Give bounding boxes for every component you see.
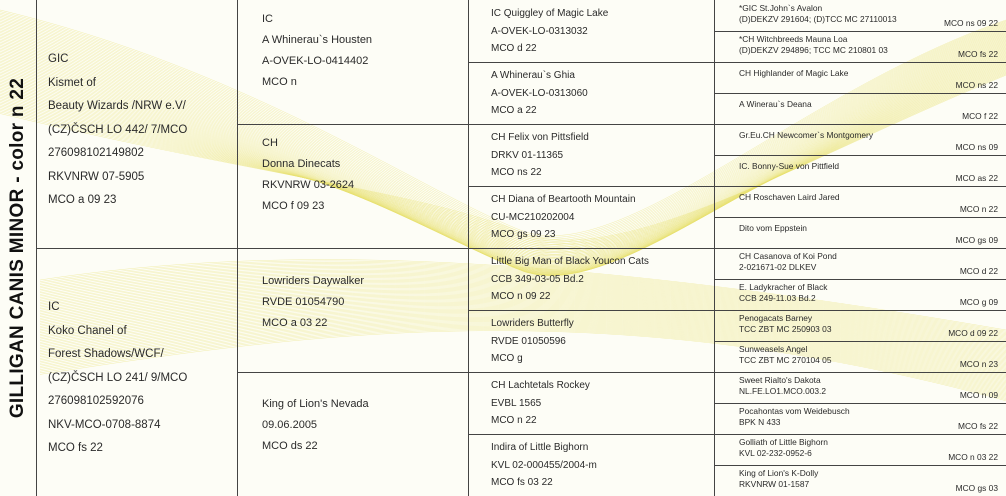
great-grandparent-cell bbox=[491, 377, 711, 433]
cat-info-line: IC bbox=[262, 13, 273, 25]
cat-info-line: NKV-MCO-0708-8874 bbox=[48, 418, 161, 431]
color-code: MCO n 23 bbox=[959, 359, 998, 369]
side-title-band bbox=[0, 0, 36, 496]
cat-info-line: DRKV 01-11365 bbox=[491, 149, 564, 161]
color-code: MCO as 22 bbox=[955, 173, 998, 183]
cat-info-line: CH Lachtetals Rockey bbox=[491, 380, 590, 391]
color-code: MCO n 22 bbox=[959, 204, 998, 214]
cat-info-line: 276098102149802 bbox=[48, 147, 144, 159]
great-great-grandparent-cell bbox=[739, 375, 1004, 402]
divider bbox=[714, 403, 1006, 404]
color-code: MCO f 22 bbox=[962, 111, 998, 121]
cat-info-line: A Whinerau`s Ghia bbox=[491, 70, 575, 81]
cat-info-line: Donna Dinecats bbox=[262, 158, 341, 170]
great-great-grandparent-cell bbox=[739, 192, 1004, 216]
divider bbox=[714, 279, 1006, 280]
cat-info-line: CH Casanova of Koi Pond bbox=[739, 251, 837, 261]
cat-info-line: MCO a 09 23 bbox=[48, 194, 117, 206]
color-code: MCO gs 09 bbox=[955, 235, 998, 245]
color-code: MCO ns 09 bbox=[955, 142, 998, 152]
cat-info-line: A-OVEK-LO-0313032 bbox=[491, 25, 588, 37]
cat-info-line: CH Highlander of Magic Lake bbox=[739, 68, 849, 78]
cat-info-line: KVL 02-000455/2004-m bbox=[491, 459, 597, 471]
cat-info-line: Golliath of Little Bighorn bbox=[739, 437, 828, 447]
cat-info-line: A-OVEK-LO-0414402 bbox=[262, 55, 369, 67]
cat-info-line: *CH Witchbreeds Mauna Loa bbox=[739, 34, 848, 44]
cat-info-line: Indira of Little Bighorn bbox=[491, 442, 589, 453]
cat-info-line: NL.FE.LO1.MCO.003.2 bbox=[739, 386, 827, 396]
divider bbox=[36, 248, 1006, 249]
color-code: MCO fs 22 bbox=[957, 421, 998, 431]
cat-info-line: King of Lion's K-Dolly bbox=[739, 468, 819, 478]
cat-info-line: CH bbox=[262, 137, 278, 149]
cat-info-line: MCO a 03 22 bbox=[262, 317, 328, 329]
cat-info-line: IC. Bonny-Sue von Pittfield bbox=[739, 161, 840, 171]
cat-info-line: RVDE 01050596 bbox=[491, 335, 566, 347]
cat-info-line: A Whinerau`s Housten bbox=[262, 34, 373, 46]
cat-info-line: EVBL 1565 bbox=[491, 397, 542, 409]
cat-info-line: CH Felix von Pittsfield bbox=[491, 132, 589, 143]
great-great-grandparent-cell bbox=[739, 130, 1004, 154]
great-grandparent-cell bbox=[491, 67, 711, 123]
grandparent-cell bbox=[262, 133, 462, 243]
divider bbox=[714, 465, 1006, 466]
cat-info-line: MCO ds 22 bbox=[262, 440, 318, 452]
cat-info-line: 09.06.2005 bbox=[262, 419, 318, 431]
cat-info-line: MCO n bbox=[262, 76, 297, 88]
color-code: MCO fs 22 bbox=[957, 49, 998, 59]
cat-info-line: (D)DEKZV 294896; TCC MC 210801 03 bbox=[739, 45, 888, 55]
cat-info-line: RKVNRW 01-1587 bbox=[739, 479, 810, 489]
grandparent-cell bbox=[262, 394, 462, 496]
great-grandparent-cell bbox=[491, 439, 711, 495]
cat-info-line: Forest Shadows/WCF/ bbox=[48, 348, 164, 360]
sire-cell bbox=[48, 48, 233, 238]
cat-info-line: MCO g bbox=[491, 353, 523, 364]
divider bbox=[714, 31, 1006, 32]
cat-info-line: RKVNRW 07-5905 bbox=[48, 170, 145, 183]
color-code: MCO n 09 bbox=[959, 390, 998, 400]
great-great-grandparent-cell bbox=[739, 251, 1004, 278]
cat-info-line: CU-MC210202004 bbox=[491, 211, 575, 223]
great-great-grandparent-cell bbox=[739, 223, 1004, 247]
great-grandparent-cell bbox=[491, 129, 711, 185]
cat-info-line: IC Quiggley of Magic Lake bbox=[491, 8, 609, 19]
cat-info-line: TCC ZBT MC 270104 05 bbox=[739, 355, 832, 365]
cat-info-line: CH Diana of Beartooth Mountain bbox=[491, 194, 636, 205]
cat-info-line: Kismet of bbox=[48, 76, 96, 89]
divider bbox=[714, 217, 1006, 218]
color-code: MCO g 09 bbox=[959, 297, 998, 307]
color-code: MCO n 03 22 bbox=[948, 452, 998, 462]
cat-info-line: BPK N 433 bbox=[739, 417, 781, 427]
cat-info-line: Sweet Rialto's Dakota bbox=[739, 375, 821, 385]
cat-info-line: Penogacats Barney bbox=[739, 313, 813, 323]
pedigree-title: GILLIGAN CANIS MINOR - color n 22 bbox=[7, 77, 28, 419]
cat-info-line: Dito vom Eppstein bbox=[739, 223, 807, 233]
cat-info-line: Pocahontas vom Weidebusch bbox=[739, 406, 850, 416]
divider bbox=[468, 186, 1006, 187]
cat-info-line: Lowriders Daywalker bbox=[262, 275, 365, 287]
grandparent-cell bbox=[262, 271, 462, 381]
cat-info-line: Sunweasels Angel bbox=[739, 344, 808, 354]
cat-info-line: (CZ)ČSCH LO 241/ 9/MCO bbox=[48, 371, 188, 384]
cat-info-line: CCB 249-11.03 Bd.2 bbox=[739, 293, 816, 303]
cat-info-line: CCB 349-03-05 Bd.2 bbox=[491, 273, 584, 285]
divider bbox=[237, 124, 1006, 125]
color-code: MCO gs 03 bbox=[955, 483, 998, 493]
cat-info-line: MCO d 22 bbox=[491, 43, 537, 54]
cat-info-line: MCO f 09 23 bbox=[262, 200, 325, 212]
cat-info-line: Little Big Man of Black Youcon Cats bbox=[491, 256, 649, 267]
cat-info-line: RKVNRW 03-2624 bbox=[262, 179, 355, 191]
cat-info-line: *GIC St.John`s Avalon bbox=[739, 3, 823, 13]
divider bbox=[714, 341, 1006, 342]
great-great-grandparent-cell bbox=[739, 313, 1004, 340]
great-grandparent-cell bbox=[491, 315, 711, 371]
dam-cell bbox=[48, 296, 233, 486]
cat-info-line: MCO a 22 bbox=[491, 105, 537, 116]
cat-info-line: (D)DEKZV 291604; (D)TCC MC 27110013 bbox=[739, 14, 897, 24]
cat-info-line: 276098102592076 bbox=[48, 395, 144, 407]
cat-info-line: MCO n 09 22 bbox=[491, 291, 551, 302]
great-great-grandparent-cell bbox=[739, 34, 1004, 61]
grandparent-cell bbox=[262, 9, 462, 119]
cat-info-line: MCO fs 03 22 bbox=[491, 477, 553, 488]
cat-info-line: MCO ns 22 bbox=[491, 167, 542, 178]
divider bbox=[714, 93, 1006, 94]
cat-info-line: (CZ)ČSCH LO 442/ 7/MCO bbox=[48, 123, 188, 136]
divider bbox=[468, 62, 1006, 63]
cat-info-line: 2-021671-02 DLKEV bbox=[739, 262, 817, 272]
color-code: MCO d 09 22 bbox=[948, 328, 998, 338]
great-great-grandparent-cell bbox=[739, 3, 1004, 30]
cat-info-line: KVL 02-232-0952-6 bbox=[739, 448, 812, 458]
cat-info-line: Gr.Eu.CH Newcomer`s Montgomery bbox=[739, 130, 874, 140]
great-great-grandparent-cell bbox=[739, 68, 1004, 92]
cat-info-line: Lowriders Butterfly bbox=[491, 318, 574, 329]
color-code: MCO ns 22 bbox=[955, 80, 998, 90]
great-grandparent-cell bbox=[491, 253, 711, 309]
cat-info-line: MCO gs 09 23 bbox=[491, 229, 556, 240]
cat-info-line: A-OVEK-LO-0313060 bbox=[491, 87, 588, 99]
cat-info-line: GIC bbox=[48, 53, 69, 65]
cat-info-line: MCO fs 22 bbox=[48, 442, 103, 454]
great-great-grandparent-cell bbox=[739, 282, 1004, 309]
great-great-grandparent-cell bbox=[739, 99, 1004, 123]
cat-info-line: CH Roschaven Laird Jared bbox=[739, 192, 840, 202]
divider bbox=[468, 310, 1006, 311]
color-code: MCO ns 09 22 bbox=[944, 18, 998, 28]
great-grandparent-cell bbox=[491, 191, 711, 247]
cat-info-line: King of Lion's Nevada bbox=[262, 398, 369, 410]
cat-info-line: TCC ZBT MC 250903 03 bbox=[739, 324, 832, 334]
great-great-grandparent-cell bbox=[739, 437, 1004, 464]
cat-info-line: IC bbox=[48, 301, 60, 313]
great-great-grandparent-cell bbox=[739, 406, 1004, 433]
color-code: MCO d 22 bbox=[959, 266, 998, 276]
divider bbox=[714, 155, 1006, 156]
cat-info-line: Koko Chanel of bbox=[48, 324, 127, 337]
cat-info-line: Beauty Wizards /NRW e.V/ bbox=[48, 100, 186, 112]
cat-info-line: E. Ladykracher of Black bbox=[739, 282, 828, 292]
cat-info-line: MCO n 22 bbox=[491, 415, 537, 426]
great-great-grandparent-cell bbox=[739, 344, 1004, 371]
great-grandparent-cell bbox=[491, 5, 711, 61]
cat-info-line: A Winerau`s Deana bbox=[739, 99, 812, 109]
cat-info-line: RVDE 01054790 bbox=[262, 296, 345, 308]
great-great-grandparent-cell bbox=[739, 468, 1004, 495]
divider bbox=[468, 434, 1006, 435]
great-great-grandparent-cell bbox=[739, 161, 1004, 185]
